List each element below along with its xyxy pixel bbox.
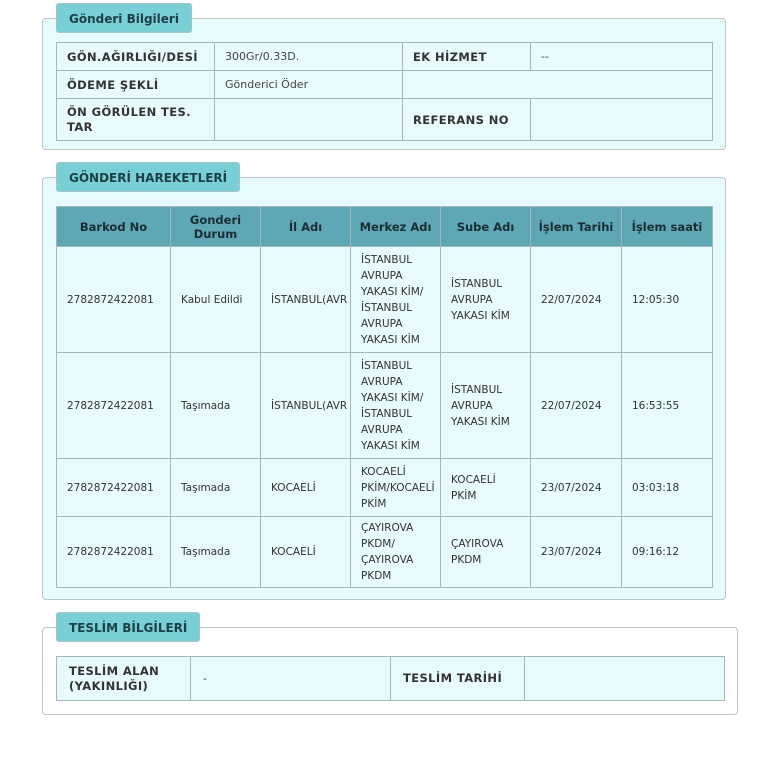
saat-cell: 03:03:18 (622, 459, 713, 517)
table-row (57, 99, 713, 141)
barkod-cell: 2782872422081 (57, 247, 171, 353)
sube-cell: İSTANBUL AVRUPA YAKASI KİM (441, 353, 531, 459)
gonderi-hareketleri-title: GÖNDERİ HAREKETLERİ (56, 162, 240, 192)
header-islem-tarihi: İşlem Tarihi (531, 207, 622, 247)
merkez-cell: İSTANBUL AVRUPA YAKASI KİM/ İSTANBUL AVRUPA YAKASI KİM (351, 353, 441, 459)
teslim-bilgileri-table (56, 656, 725, 701)
ek-hizmet-value: -- (531, 43, 713, 71)
header-barkod-no: Barkod No (57, 207, 171, 247)
table-row (57, 657, 725, 701)
agirlik-desi-label: GÖN.AĞIRLIĞI/DESİ (57, 43, 215, 71)
durum-cell: Kabul Edildi (171, 247, 261, 353)
barkod-cell: 2782872422081 (57, 353, 171, 459)
table-row (57, 71, 713, 99)
teslim-bilgileri-title: TESLİM BİLGİLERİ (56, 612, 200, 642)
sube-cell: KOCAELİ PKİM (441, 459, 531, 517)
barkod-cell: 2782872422081 (57, 459, 171, 517)
tarih-cell: 23/07/2024 (531, 459, 622, 517)
table-header-row (57, 207, 713, 247)
tarih-cell: 22/07/2024 (531, 247, 622, 353)
ek-hizmet-label: EK HİZMET (403, 43, 531, 71)
table-row (57, 43, 713, 71)
merkez-cell: KOCAELİ PKİM/KOCAELİ PKİM (351, 459, 441, 517)
teslim-tarihi-label: TESLİM TARİHİ (391, 657, 525, 701)
empty-cell (403, 71, 713, 99)
il-cell: KOCAELİ (261, 459, 351, 517)
il-cell: İSTANBUL(AVR (261, 247, 351, 353)
table-row (57, 459, 713, 517)
sube-cell: ÇAYIROVA PKDM (441, 517, 531, 588)
header-islem-saati: İşlem saati (622, 207, 713, 247)
durum-cell: Taşımada (171, 353, 261, 459)
teslim-alan-label: TESLİM ALAN (YAKINLIĞI) (57, 657, 191, 701)
header-merkez-adi: Merkez Adı (351, 207, 441, 247)
header-sube-adi: Sube Adı (441, 207, 531, 247)
referans-no-value (531, 99, 713, 141)
table-row (57, 247, 713, 353)
header-il-adi: İl Adı (261, 207, 351, 247)
referans-no-label: REFERANS NO (403, 99, 531, 141)
teslim-tarihi-value (525, 657, 725, 701)
agirlik-desi-value: 300Gr/0.33D. (215, 43, 403, 71)
gonderi-hareketleri-table (56, 206, 713, 588)
on-gorulen-tes-tar-value (215, 99, 403, 141)
sube-cell: İSTANBUL AVRUPA YAKASI KİM (441, 247, 531, 353)
odeme-sekli-value: Gönderici Öder (215, 71, 403, 99)
gonderi-bilgileri-table (56, 42, 713, 141)
saat-cell: 12:05:30 (622, 247, 713, 353)
odeme-sekli-label: ÖDEME ŞEKLİ (57, 71, 215, 99)
barkod-cell: 2782872422081 (57, 517, 171, 588)
header-gonderi-durum: Gonderi Durum (171, 207, 261, 247)
gonderi-bilgileri-title: Gönderi Bilgileri (56, 3, 192, 33)
table-row (57, 517, 713, 588)
il-cell: İSTANBUL(AVR (261, 353, 351, 459)
saat-cell: 16:53:55 (622, 353, 713, 459)
tarih-cell: 22/07/2024 (531, 353, 622, 459)
merkez-cell: İSTANBUL AVRUPA YAKASI KİM/ İSTANBUL AVRUPA YAKASI KİM (351, 247, 441, 353)
merkez-cell: ÇAYIROVA PKDM/ ÇAYIROVA PKDM (351, 517, 441, 588)
durum-cell: Taşımada (171, 459, 261, 517)
saat-cell: 09:16:12 (622, 517, 713, 588)
table-row (57, 353, 713, 459)
teslim-alan-value: - (191, 657, 391, 701)
tarih-cell: 23/07/2024 (531, 517, 622, 588)
il-cell: KOCAELİ (261, 517, 351, 588)
on-gorulen-tes-tar-label: ÖN GÖRÜLEN TES. TAR (57, 99, 215, 141)
durum-cell: Taşımada (171, 517, 261, 588)
